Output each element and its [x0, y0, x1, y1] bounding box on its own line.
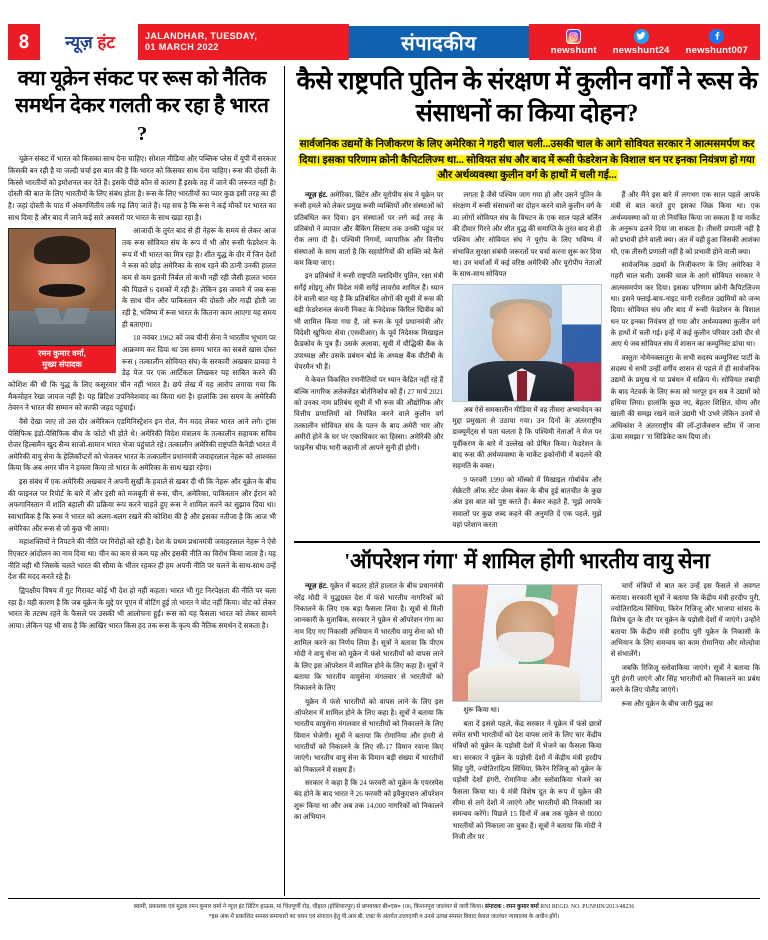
bottom-headline: 'ऑपरेशन गंगा' में शामिल होगी भारतीय वायु सेना: [344, 549, 710, 574]
main-article-column-3: [611, 190, 760, 534]
editorial-paragraph: आजादी के तुरंत बाद से ही नेहरू के समय से लेकर आज तक रूस सोवियत संघ के रूप में भी और रूसी फेडरेशन के रूप में भी भारत का मित्र रहा है। शीत युद्ध के दौर में जिन देशों ने रूस को छोड़ अमेरिका के साथ रहने की ठानी उनकी हालत कम से कम इतनी निर्बल तो कभी नहीं रही जैसी हालत भारत की पिछले 6 दशकों में रही है। लेकिन इस जमाने में जब रूस के साथ चीन और पाकिस्तान की दोस्ती और गाढ़ी होती जा रही है, भविष्य में रूस भारत के कितना काम आएगा यह समय ही बताएगा।: [122, 227, 276, 329]
editorial-column: [8, 66, 285, 896]
footer-line-2: *इस अंक में प्रकाशित समस्त समाचारों का चयन एवं संपादन हेतु पी.आर.बी. एक्ट के अंतर्गत उत्तरदायी व उनसे उत्पन्न समस्त विवाद केवल जालंधर न्यायालय के अधीन होंगे।: [208, 914, 560, 921]
bottom-article-columns: [294, 581, 760, 845]
bottom-body-2: [452, 705, 601, 843]
facebook-icon: [709, 29, 724, 44]
editor-photo-collar-left: [34, 308, 63, 324]
editorial-paragraph: 18 नवंबर 1962 को जब चीनी सेना ने भारतीय भूभाग पर आक्रमण कर दिया था उस समय भारत का सबसे खास दोस्त रूस ( तत्कालीन सोवियत संघ) के सरकारी अखबार प्रावदा ने डेढ़ पेज पर एक आर्टिकल लिखकर यह साबित करने की कोशिश की थी कि युद्ध के लिए कसूरवार चीन नहीं भारत है। छपे लेख में यह आरोप लगाया गया कि मैकमोहन रेखा जायज नहीं है। यह ब्रिटिश उपनिवेशवाद का किया धरा है। हालांकि उस समय के अमेरिकी तेवरन ने भारत की सम्मान को काफी जहद पहुंचाई।: [8, 334, 276, 413]
main-body-3: [611, 190, 760, 444]
modi-photo-beard: [498, 632, 554, 662]
footer-publisher-text: स्वामी, प्रकाशक एवं मुद्रक रमन कुमार वर्मा ने न्यूज़ हंट प्रिंटिंग हाऊस, मां चिंतपूर्णी रोड, चौहाल (होशियारपुर) से छपवाकर बी०एस० 106, किशनपुरा जालंधर से जारी किया।: [133, 904, 484, 910]
bottom-article-column-3: [611, 581, 760, 845]
bottom-body-1: [294, 581, 443, 823]
brand-logo-text: [65, 34, 115, 51]
main-standfirst-text: सार्वजनिक उद्यमों के निजीकरण के लिए अमेरिका ने गहरी चाल चली...उसकी चाल के आगे सोवियत सरकार ने आत्मसमर्पण कर दिया। इसका परिणाम क्रोनी कैपिटलिज्म था... सोवियत संघ और बाद में रूसी फेडरेशन के विशाल धन पर इनका नियंत्रण हो गया और अर्थव्यवस्था कुलीन वर्ग के हाथों में चली गई...: [299, 139, 755, 182]
editorial-paragraph: इस संबंध में एक अमेरिकी अखबार ने अपनी सुर्खी के हवाले से खबर दी थी कि नेहरू और यूक्रेन के बीच की फाइनल पर रिपोर्ट के बारे में और इसी को मजबूती से रूस, चीन, अमेरिका, पाकिस्तान और ईरान को अफगानिस्तान में शांति बहाली की प्रक्रिया रूप करने चाहते हुए रूस ने शामिल करने का सुझाव दिया था। स्वाभाविक है कि रूस ने भारत को अलग-थलग रखने की कोशिश की है और इसका नतीजा है कि आज भी अमेरिका और रूस से जो कुछ भी आया।: [8, 478, 276, 533]
editorial-paragraph: महाशक्तियों ने निपटने की नीति पर गिरोहों को रही है। देश के प्रथम प्रधानमंत्री जवाहरलाल नेहरू ने ऐसे रिएक्टर आंदोलन का नाम दिया था। चीन का कम से कम यह और इसकी नीति का विरोध किया जाता है। यह नीति वही थी जिसके चलते भारत की सीमा के भीतर रहकर ही हम अपनी नीति पर चलने के साथ-साथ उन्हें देश की मदद करते रहे हैं।: [8, 538, 276, 582]
bottom-paragraph: यूक्रेन में फंसे भारतीयों को वापस लाने के लिए इस ऑपरेशन में शामिल होने के लिए कहा है। सूत्रों ने बताया कि भारतीय वायुसेना मंगलवार से भारतीयों को निकालने के लिए विमान भेजेगी। सूत्रों ने बताया कि रोमानिया और हंगरी से भारतीयों को निकालने के लिए सी-17 विमान रवाना किए जाएंगे। भारतीय वायु सेना के विमान बड़ी संख्या में भारतीयों को निकालने में सक्षम हैं।: [294, 697, 444, 774]
masthead: [8, 24, 760, 60]
main-paragraph: 9 फरवरी 1990 को मॉस्को में मिखाइल गोर्बाचेव और सेक्रेटरी ऑफ स्टेट जेम्स बेकर के बीच हुई बातचीत के कुछ अंश इस बात को पुष्ट करते हैं। बेकर कहते हैं, 'मुझे आपके सवालों पर कुछ शब्द कहने की अनुमति दें एक पहले, मुझे यहां परेशान करता: [452, 475, 602, 530]
footer-line-1: [8, 898, 760, 912]
editorial-body: [8, 154, 276, 632]
facebook-handle: newshunt007: [685, 44, 748, 56]
bottom-article-column-2: [452, 581, 601, 845]
instagram-handle: newshunt: [550, 44, 597, 56]
main-paragraph: सार्वजनिक उद्यमों के निजीकरण के लिए अमेरिका ने गहरी चाल चली। उसकी चाल के आगे सोवियत सरकार ने आत्मसमर्पण कर दिया। इसका परिणाम क्रोनी कैपिटलिज्म था। इसने फ्लाई-बाय-नाइट यानी रातोंरात उद्यमियों को जन्म दिया। सोवियत संघ और बाद में रूसी फेडरेशन के विशाल धन पर इनका नियंत्रण हो गया और अर्थव्यवस्था कुलीन वर्ग के हाथों में चली गई। इन्हें में कई कुलीन परिवार उसी दौर से आए थे जब सोवियत संघ में शासन का कम्युनिस्ट ढांचा था।: [610, 260, 760, 349]
bottom-paragraph: [294, 581, 443, 694]
section-title-box: [349, 24, 529, 60]
dateline-city-day: JALANDHAR, TUESDAY,: [145, 30, 258, 41]
masthead-spacer: [257, 24, 348, 60]
brand-logo[interactable]: [42, 24, 138, 60]
editor-designation: मुख्य संपादक: [42, 360, 82, 370]
putin-photo-tie: [517, 371, 527, 401]
bottom-paragraph: चारों मंत्रियों से बात कर उन्हें इस फैसले से अवगत कराया। सरकारी सूत्रों ने बताया कि केंद्रीय मंत्री हरदीप पुरी, ज्योतिरादित्य सिंधिया, किरेन रिजिजू और भाजपा सांसद के विशेष दूत के तौर पर यूक्रेन के पड़ोसी देशों में जाएंगे। उन्होंने बताया कि केंद्रीय मंत्री हरदीप पुरी यूक्रेन के निकासी के अभियान के लिए समन्वय का काम रोमानिया और मोल्दोवा से संभालेंगे।: [610, 582, 760, 659]
social-instagram[interactable]: [551, 29, 597, 56]
masthead-dateline: [138, 24, 257, 60]
putin-figure: [452, 284, 601, 402]
main-body-2: [452, 190, 601, 281]
main-paragraph: अब ऐसे समकालीन मीडिया में वह तीसरा अभ्यावेदन का मुद्दा प्रमुखता से उठाया गया। उन दिनों के अंतरराष्ट्रीय डाक्यूमेंट्स से पता चलता है कि पश्चिमी नेताओं ने मेज पर पूर्वीकरण के बारे में उल्लेख को प्रेषित किया। फेडरेशन के बाद रूस की अर्थव्यवस्था के मार्केट इकोनॉमी में बदलने की सहमति के वक्त।: [452, 405, 602, 471]
putin-photo-head: [492, 303, 551, 363]
instagram-icon: [566, 29, 581, 44]
main-article-column-1: [294, 190, 443, 534]
modi-photo: [452, 584, 601, 702]
bottom-dateline-tag: न्यूज़ हंट.: [305, 582, 328, 591]
editorial-paragraph: द्विपक्षीय विषय में गुट गिरावट कोई भी देश हो नहीं कहता। भारत भी गुट निरपेक्षता की नीति पर चला रहा है। यही कारण है कि जब यूक्रेन के मुद्दे पर यूएन में वोटिंग हुई तो भारत ने वोट नहीं किया। वोट को लेकर भारत के तटस्थ रहने के फैसले पर उसकी भी आलोचना हुई। रूस को यह फैसला भारत को लेकर सामने आया। लेकिन यह भी सच है कि आखिर भारत किस हद तक रूस के कृत्य की नैतिक समर्थन दे सकता है।: [8, 587, 276, 630]
editor-photo-mustache: [39, 284, 86, 297]
main-column: [285, 66, 760, 896]
bottom-body-3: [611, 581, 760, 710]
main-article-column-2: [452, 190, 601, 534]
dateline-date: 01 MARCH 2022: [145, 42, 219, 52]
editorial-paragraph: यूक्रेन संकट में भारत को किसका साथ देना चाहिए। सोशल मीडिया और पब्लिक प्लेस में यूपी में सरकार किसकी बन रही है या जल्दी चर्चा इस बात की है कि भारत को किसका साथ देना चाहिए। रूस की दोस्ती के किस्से भारतीयों को इमोशनल कर देते हैं। इसके पीछे कौन से कारण हैं इसके तह में जाने की जरूरत नहीं है। दोस्ती की बात के लिए भारतीयों के लिए संबंध होता है। रूस के लिए भारतीयों का प्यार कुछ इसी तरह का ही है। जहां दोस्ती के पाठ में अंकगणितीय तर्क गढ़ लिए जाते हैं। यह सच है कि रूस ने कई मौकों पर भारत का साथ दिया है और बाद में जाने कई सारे अवसरों पर भारत के साथ खड़ा रहा है।: [8, 155, 276, 222]
page-number-badge: [8, 24, 42, 60]
social-facebook[interactable]: [686, 29, 748, 56]
main-paragraph: वस्तुतः नोमेनक्लातुरा के सभी सदस्य कम्युनिस्ट पार्टी के सदस्य थे सभी उन्हीं वर्गीय शासन से पहले में ही सार्वजनिक उद्यमों के प्रमुख थे या प्रबंधन में सक्रिय थे। सोवियत तबाही के बाद नेटवर्क के लिए रूस को भरपूर इन सब ने उद्यमों को हथिया लिया। हालांकि कुछ नए, बेहतर शिक्षित, योग्य और खाली की समझ रखने वाले उद्यमी भी उभरे लेकिन उनमें से अधिकांश ने अंतरराष्ट्रीय की लॉ-ट्रांजैक्शन स्टीम में जाना ऊंचा समझा।' 'रा सिंडिकेट कम दिया तो।: [610, 353, 760, 442]
editorial-headline: क्या यूक्रेन संकट पर रूस को नैतिक समर्थन देकर गलती कर रहा है भारत ?: [15, 68, 269, 145]
page-content: [8, 66, 760, 896]
main-paragraph-text: अमेरिका, ब्रिटेन और यूरोपीय संघ ने यूक्रेन पर रूसी हमले को लेकर प्रमुख रूसी व्यक्तियों और संस्थाओं को प्रतिबंधित कर दिया। इन संस्थाओं पर लगे कई तरह के प्रतिबंधों ने व्यापार और बैंकिंग सिस्टम तक उनकी पहुंच पर रोक लगा दी है। पश्चिमी निगमों, व्यापारिक और वित्तीय संस्थाओं के साथ वार्ता है कि सहयोगियों की शक्ति को कैसे कम किया जाए।: [294, 190, 444, 267]
editorial-paragraph: वैसे देखा जाए तो उस दौर अमेरिकन एडमिनिस्ट्रेशन इन रोल, मैन मदद लेकर भारत आने लगे। ट्रांस पेसिफिक इंडो-पैसिफिक बीच के फोटो भी होते थे। अमेरिकी विदेश मंत्रालय के तत्कालीन सहायक सचिव रोजर हिल्समैन खुद सैन्य साजो-सामान भारत भेजा पहुंचाते रहे। तत्कालीन अमेरिकी राष्ट्रपति कैनेडी भारत में अमेरिकी वायु सेना के हेलिकॉप्टरों को भेजकर भारत के तत्कालीन प्रधानमंत्री जवाहरलाल नेहरू को आश्वस्त किया कि अब अगर चीन ने हमला किया तो भारत के अमेरिका के साथ खड़ा रहेगा।: [8, 417, 276, 473]
footer-imprint: [8, 898, 760, 922]
modi-figure: [452, 584, 601, 702]
twitter-icon: [634, 29, 649, 44]
main-article-columns: [294, 190, 760, 534]
editor-caption: [8, 346, 116, 373]
page-number: 8: [18, 31, 30, 53]
bottom-paragraph: जबकि रिजिजू स्लोवाकिया जाएंगे। सूत्रों ने बताया कि पुरी हंगरी जाएंगे और सिंह भारतीयों को निकालने का प्रबंध करने के लिए पोलैंड जाएंगे।: [610, 663, 760, 695]
editor-name: रमन कुमार वर्मा,: [38, 349, 86, 359]
main-paragraph: [294, 190, 443, 269]
bottom-article-column-1: [294, 581, 443, 845]
social-links: [529, 24, 760, 60]
bottom-paragraph: बता दें इससे पहले, केंद्र सरकार ने यूक्रेन में फंसे छात्रों समेत सभी भारतीयों को देश वापस लाने के लिए चार केंद्रीय मंत्रियों को यूक्रेन के पड़ोसी देशों में भेजने का फैसला किया था। सरकार ने यूक्रेन के पड़ोसी देशों में केंद्रीय मंत्री हरदीप सिंह पुरी, ज्योतिरादित्य सिंधिया, किरेन रिजिजू को यूक्रेन के पड़ोसी देशों हंगरी, रोमानिया और स्लोवाकिया भेजने का फैसला किया था। ये मंत्री विशेष दूत के रूप में यूक्रेन की सीमा से लगे देशों में जाएंगे और भारतीयों की निकासी का समन्वय करेंगे। पिछले 15 दिनों में अब तक यूक्रेन से 8000 भारतीयों को निकाला जा चुका है। सूत्रों ने बताया कि मोदी ने निजी तौर पर: [452, 719, 602, 842]
bottom-paragraph-text: यूक्रेन में बदतर होते हालात के बीच प्रधानमंत्री नरेंद्र मोदी ने युद्धग्रस्त देश में फंसे भारतीय नागरिकों को निकालने के लिए एक बड़ा फैसला लिया है। सूत्रों से मिली जानकारी के मुताबिक, सरकार ने यूक्रेन से ऑपरेशन गंगा का नाम दिए गए निकासी अभियान में भारतीय वायु सेना को भी शामिल करने का निर्णय लिया है। सूत्रों ने बताया कि पीएम मोदी ने वायु सेना को यूक्रेन में फंसे भारतीयों को वापस लाने के लिए इस ऑपरेशन में शामिल होने के लिए कहा है। सूत्रों ने बताया कि भारतीय वायुसेना मंगलवार से भारतीयों को निकालने के लिए: [294, 582, 444, 693]
section-divider: [294, 541, 760, 543]
main-paragraph: ये केवल विकसित रणनीतियों पर ध्यान केंद्रित नहीं रहे हैं बल्कि नागरिक अलेक्जेंडर बोर्तनिकोव को हैं। 27 मार्च 2021 को उनका नाम प्रतिबंध सूची में भी रूस की औद्योगिक और वित्तीय प्रणालियों को नियंत्रित करने वाले कुलीन वर्ग तत्कालीन सोवियत संघ के पतन के बाद अमेरी भार और अमीरों होने के घर पर एकाधिकार का हिस्सा। अमेरिकी और फाइनेंस चीफ भारी कहानी तो आपने सुनी ही होगी।: [294, 376, 444, 453]
modi-photo-kurta: [468, 664, 580, 701]
brand-word-news: न्यूज़: [65, 32, 93, 52]
footer-rni-number: RNI REGD. NO. PUNHIN/2013/48236: [540, 904, 635, 910]
main-body-2b: [452, 405, 601, 532]
main-dateline-tag: न्यूज़ हंट.: [305, 190, 328, 199]
main-paragraph: हैं और मैंने इस बारे में लगभग एक साल पहले आपके मंत्री से बात करते हुए इसका जिक्र किया था। एक अर्थव्यवस्था को या तो नियंत्रित किया जा सकता है या मार्केट के अनुरूप ढलने दिया जा सकता है। तीसरी प्रणाली नहीं है को प्रभावी होने वाली क्या। अंत में वही हुआ जिसकी आशंका थी, एक तीसरी प्रणाली नहीं है को प्रभावी होने वाली क्या।: [610, 190, 760, 256]
main-body-1: [294, 190, 443, 455]
editor-figure: [8, 228, 116, 373]
main-headline: कैसे राष्ट्रपति पुतिन के संरक्षण में कुलीन वर्गों ने रूस के संसाधनों का किया दोहन?: [296, 68, 758, 127]
main-paragraph: इन प्रतिबंधों ने रूसी राष्ट्रपति व्लादिमीर पुतिन, रक्षा मंत्री सर्गेई शोइगू और विदेश मंत्री सर्गेई लावरोव शामिल हैं। ध्यान देने वाली बात यह है कि प्रतिबंधित लोगों की सूची में रूस की बड़ी फेडरेशनल कंपनी निकट के निदेशक किरिल द्मित्रीव को भी शामिल किया गया है, जो रूस के पूर्व प्रधानमंत्री और विदेशी खुफिया सेवा (एसवीआर) के पूर्व निदेशक मिखाइल फ्रैडकोव के पुत्र हैं। उसके अलावा, सूची में यौद्धिकी बैंक के उपाध्यक्ष और उसके प्रबंधन बोर्ड के अध्यक्ष बैंक वीटीबी के चेयरमैन भी हैं।: [294, 272, 444, 372]
putin-photo: [452, 284, 601, 402]
editor-photo-hair: [34, 236, 89, 264]
bottom-paragraph: रूस और यूक्रेन के बीच जारी युद्ध का: [621, 699, 713, 708]
footer-editor-credit: संपादक : रमन कुमार वर्मा: [484, 904, 539, 910]
twitter-handle: newshunt24: [612, 44, 670, 56]
section-title: संपादकीय: [401, 32, 477, 55]
bottom-paragraph: सरकार ने कहा है कि 24 फरवरी को यूक्रेन के एयरस्पेस बंद होने के बाद भारत ने 26 फरवरी को इवैकुएशन ऑपरेशन शुरू किया था और अब तक 14,000 नागरिकों को निकालने का अभियान: [294, 779, 444, 822]
main-paragraph: लगता है जैसे पश्चिम जाग गया हो और उसने पुतिन के संरक्षण में रूसी संसाधनों का दोहन करने वाले कुलीन वर्ग के 40 लोगों सोवियत संघ के विघटन के एक साल पहले बर्लिन की दीवार गिरने और शीत युद्ध की समाप्ति के तुरंत बाद से ही पश्चिम और सोवियत संघ ने यूरोप के लिए भविष्य में संभावित सुरक्षा संबंधी जरूरतों पर चर्चा करना शुरू कर दिया था। उन चर्चाओं में कई वरिष्ठ अमेरिकी और यूरोपीय नेताओं के साथ-साथ सोवियत: [452, 190, 602, 279]
social-twitter[interactable]: [613, 29, 670, 56]
editor-photo-shirt: [9, 311, 115, 346]
brand-word-hunt: हंट: [97, 32, 115, 52]
bottom-paragraph: शुरू किया था।: [463, 706, 500, 715]
main-standfirst: [294, 137, 760, 184]
editor-photo: [8, 228, 116, 346]
